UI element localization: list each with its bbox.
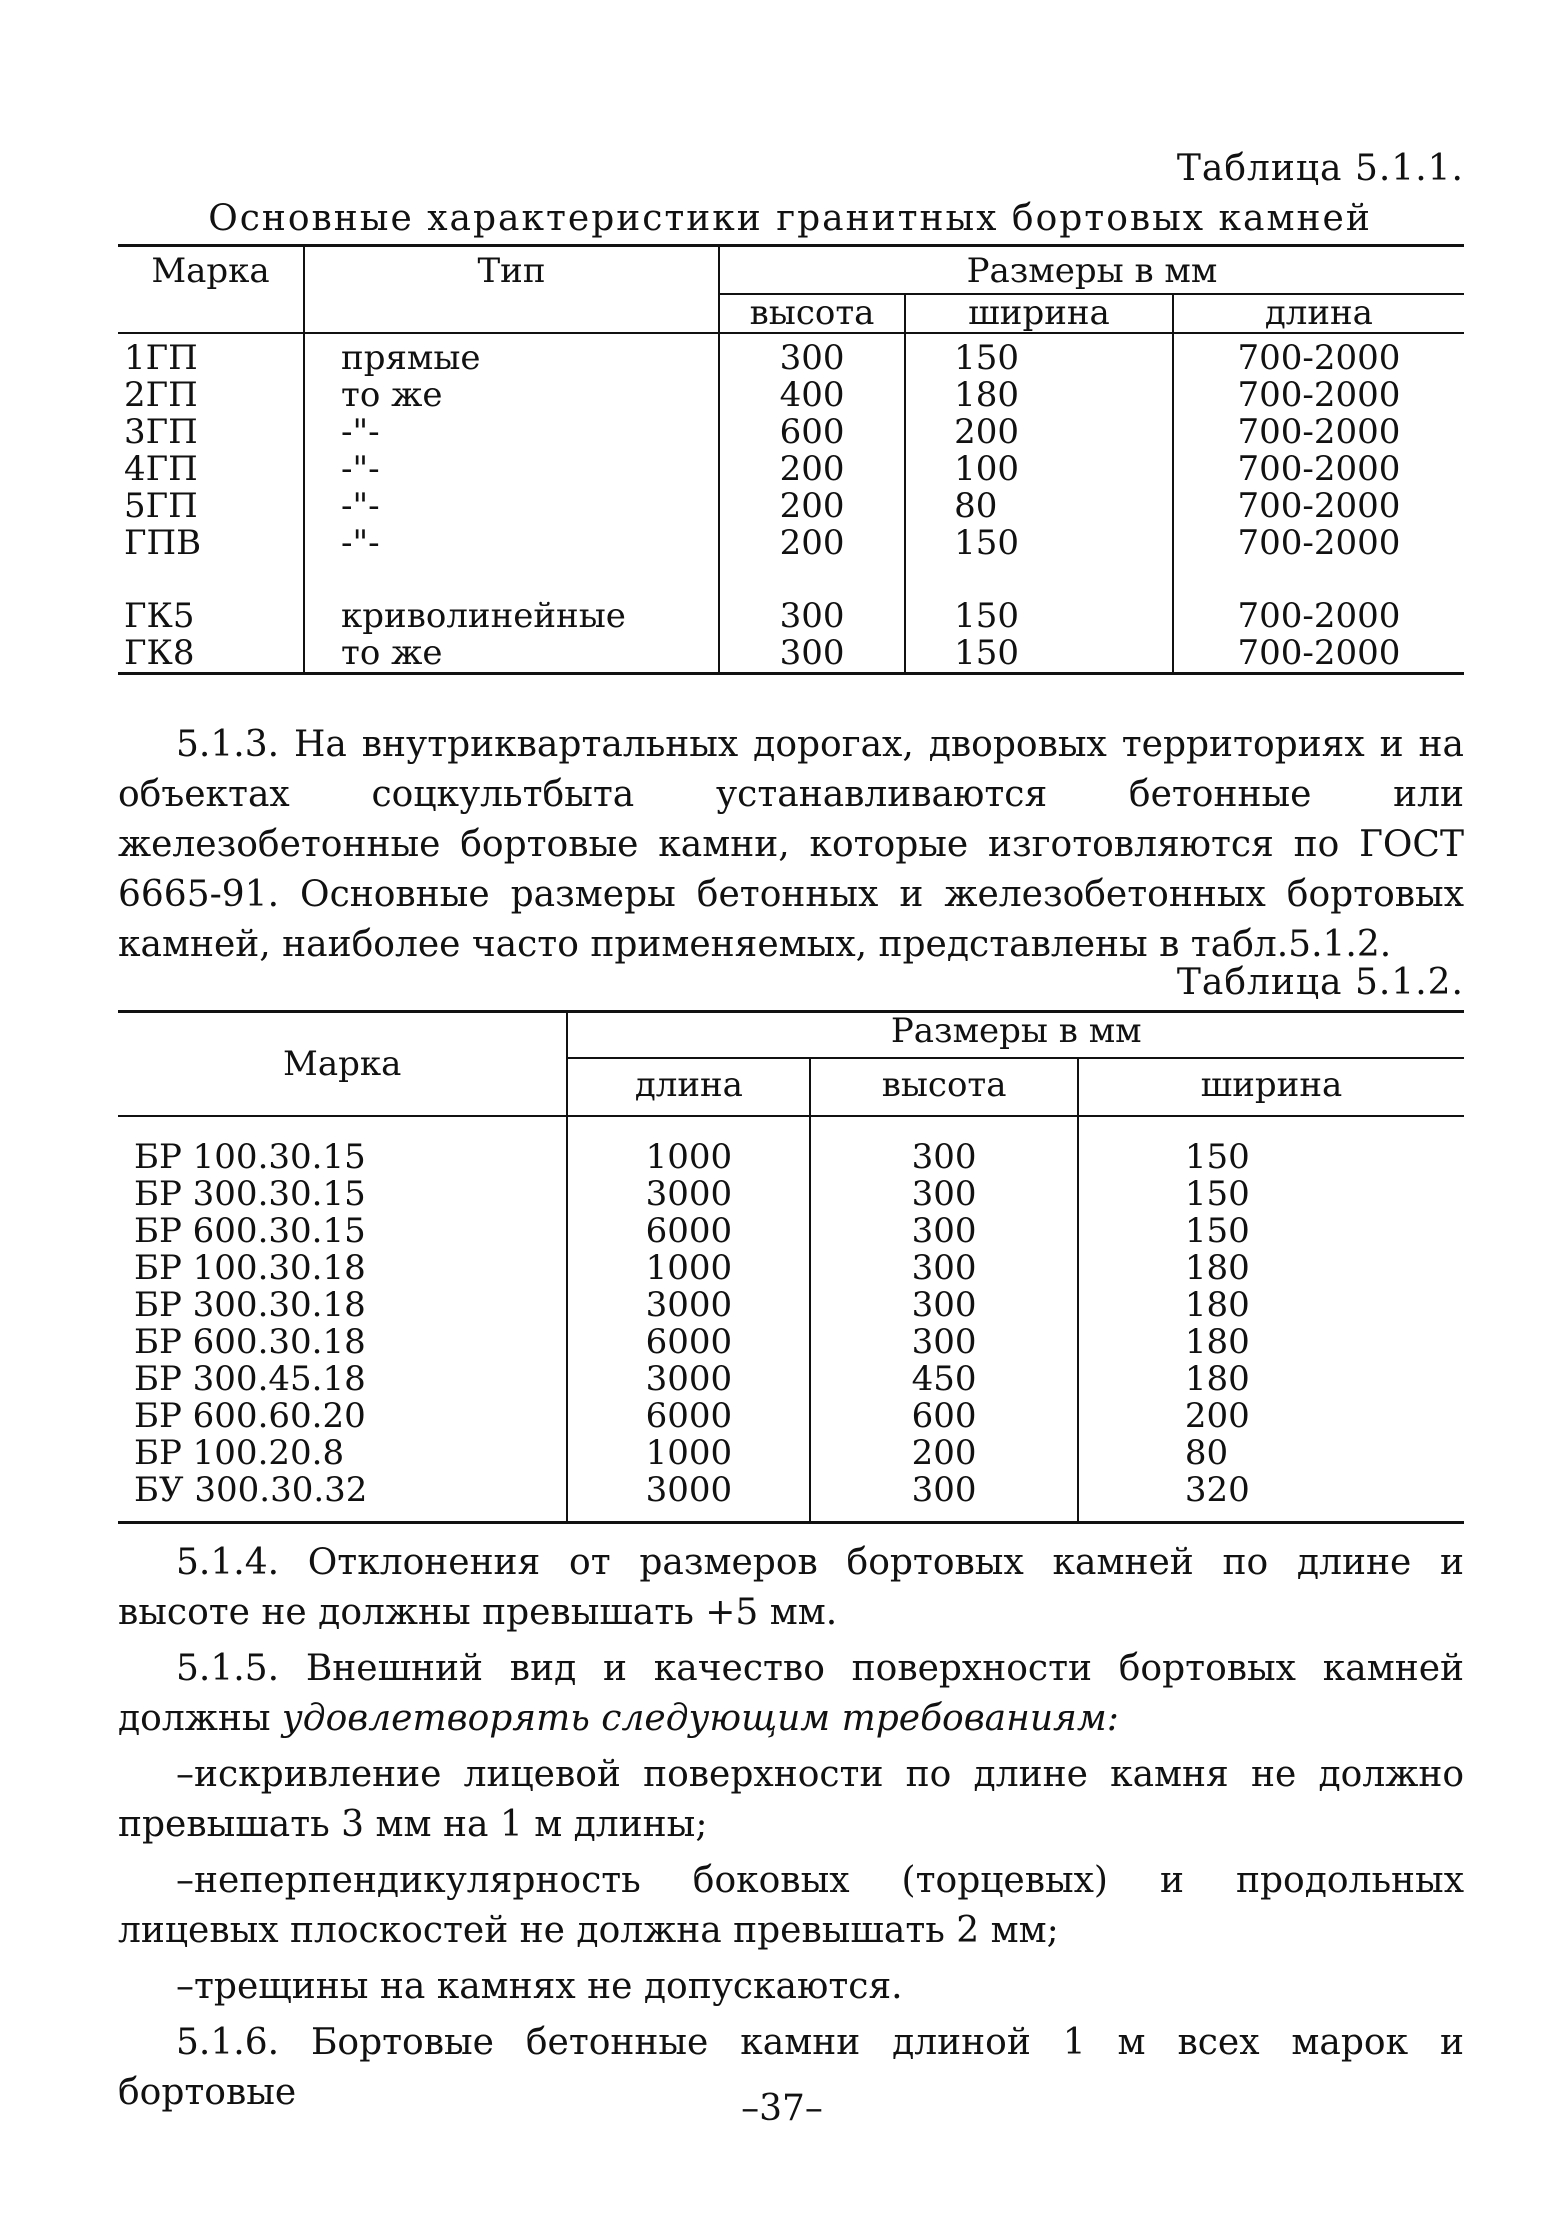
table-cell-height: 200 (719, 451, 905, 488)
table-cell-height: 300 (719, 635, 905, 674)
table-cell-length: 1000 (567, 1116, 810, 1176)
table2-header-height: высота (810, 1058, 1078, 1116)
table-cell-type: криволинейные (304, 598, 719, 635)
table-cell-length: 3000 (567, 1472, 810, 1523)
body-text (118, 1538, 1464, 2118)
table-cell-width: 200 (1078, 1398, 1464, 1435)
table-cell-height: 300 (810, 1287, 1078, 1324)
table-cell-width: 100 (905, 451, 1173, 488)
table-cell-width: 80 (905, 488, 1173, 525)
table1 (118, 244, 1464, 675)
table-cell-length: 1000 (567, 1250, 810, 1287)
table-cell-type: прямые (304, 333, 719, 377)
table2-caption: Таблица 5.1.2. (1176, 962, 1464, 1003)
table-cell-width: 200 (905, 414, 1173, 451)
table-cell-mark: БР 300.30.15 (134, 1174, 366, 1214)
table-cell-height: 600 (719, 414, 905, 451)
table-cell-height: 300 (810, 1116, 1078, 1176)
table-cell-length: 6000 (567, 1398, 810, 1435)
list-item: –трещины на камнях не допускаются. (176, 1966, 903, 2007)
table-cell-width: 150 (1078, 1176, 1464, 1213)
table-cell-mark: 2ГП (124, 375, 198, 415)
table1-header-width: ширина (905, 294, 1173, 333)
table-row (118, 1324, 1464, 1361)
table-cell-length: 700-2000 (1173, 488, 1464, 525)
table1-title: Основные характеристики гранитных бортовых камней (208, 198, 1372, 239)
table-cell-length: 1000 (567, 1435, 810, 1472)
table-cell-height: 200 (719, 488, 905, 525)
table-cell-length: 3000 (567, 1176, 810, 1213)
table2-header-mark: Марка (118, 1012, 567, 1117)
table-cell-width: 150 (905, 333, 1173, 377)
table-cell-mark: 5ГП (124, 486, 198, 526)
table-cell-width: 80 (1078, 1435, 1464, 1472)
table1-header-length: длина (1173, 294, 1464, 333)
table-cell-mark: 3ГП (124, 412, 198, 452)
list-item: –неперпендикулярность боковых (торцевых) и продольных лицевых плоскостей не должна превышать 2 мм; (118, 1860, 1464, 1951)
table-cell-width: 320 (1078, 1472, 1464, 1523)
table-cell-height: 300 (810, 1213, 1078, 1250)
table-cell-type: то же (304, 635, 719, 674)
table-cell-length: 6000 (567, 1213, 810, 1250)
paragraph-text: 5.1.3. На внутриквартальных дорогах, дворовых территориях и на объектах соцкультбыта устанавливаются бетонные или железобетонные бортовые камни, которые изготовляются по ГОСТ 6665-91. Основные размеры бетонных и железобетонных бортовых камней, наиболее часто применяемых, представлены в табл.5.1.2. (118, 724, 1464, 965)
table-cell-width: 180 (905, 377, 1173, 414)
table-row (118, 1287, 1464, 1324)
table-row (118, 1398, 1464, 1435)
table-cell-type: -"- (304, 414, 719, 451)
table-cell-width: 180 (1078, 1324, 1464, 1361)
table1-caption: Таблица 5.1.1. (1176, 148, 1464, 189)
table-cell-height: 200 (810, 1435, 1078, 1472)
table-cell-mark: БР 600.30.15 (134, 1211, 366, 1251)
paragraph-5-1-5-italic: удовлетворять следующим требованиям: (281, 1698, 1119, 1739)
table1-header-height: высота (719, 294, 905, 333)
table-cell-width: 150 (1078, 1213, 1464, 1250)
table-cell-mark: ГК8 (124, 633, 195, 673)
table-row (118, 1116, 1464, 1176)
page-number: –37– (741, 2088, 823, 2129)
table-cell-width: 180 (1078, 1361, 1464, 1398)
table-cell-mark: БР 300.30.18 (134, 1285, 366, 1325)
table-cell-mark: 1ГП (124, 338, 198, 378)
table-cell-mark: БР 100.30.15 (134, 1137, 366, 1177)
table-cell-length: 700-2000 (1173, 525, 1464, 562)
table-cell-type: то же (304, 377, 719, 414)
paragraph-5-1-5-lead: 5.1.5. Внешний вид и качество поверхности бортовых камней должны (118, 1648, 1464, 1739)
table-cell-mark: БУ 300.30.32 (134, 1470, 368, 1510)
table-cell-height: 300 (810, 1472, 1078, 1523)
table-cell-height: 300 (810, 1250, 1078, 1287)
table-row (118, 414, 1464, 451)
table-cell-length: 700-2000 (1173, 451, 1464, 488)
paragraph-5-1-5 (118, 1644, 1464, 1744)
table-cell-height: 400 (719, 377, 905, 414)
table-row (118, 377, 1464, 414)
table2-header-sizes: Размеры в мм (567, 1012, 1464, 1059)
table2-header-width: ширина (1078, 1058, 1464, 1116)
table-cell-length: 700-2000 (1173, 598, 1464, 635)
table-row (118, 1250, 1464, 1287)
table-cell-height: 300 (810, 1176, 1078, 1213)
table-cell-length: 700-2000 (1173, 333, 1464, 377)
table-row (118, 451, 1464, 488)
paragraph-5-1-6: 5.1.6. Бортовые бетонные камни длиной 1 м всех марок и бортовые (118, 2022, 1464, 2113)
table2-header-length: длина (567, 1058, 810, 1116)
table1-header-mark: Марка (118, 246, 304, 334)
table-cell-length: 6000 (567, 1324, 810, 1361)
table-row (118, 1361, 1464, 1398)
table-row (118, 598, 1464, 635)
paragraph-5-1-4: 5.1.4. Отклонения от размеров бортовых камней по длине и высоте не должны превышать +5 мм. (118, 1542, 1464, 1633)
paragraph-5-1-3 (118, 720, 1464, 970)
table-cell-height: 300 (719, 598, 905, 635)
table-row (118, 1176, 1464, 1213)
table-row (118, 333, 1464, 377)
table-cell-mark: БР 300.45.18 (134, 1359, 366, 1399)
table-cell-mark: ГК5 (124, 596, 195, 636)
table1-header-sizes: Размеры в мм (719, 246, 1464, 295)
table-cell-width: 150 (905, 525, 1173, 562)
table-cell-mark: БР 100.20.8 (134, 1433, 345, 1473)
table1-header-type: Тип (304, 246, 719, 334)
table-row (118, 1435, 1464, 1472)
table-row (118, 1213, 1464, 1250)
table-spacer-row (118, 562, 1464, 598)
table-cell-mark: ГПВ (124, 523, 202, 563)
table2 (118, 1010, 1464, 1524)
table-cell-length: 700-2000 (1173, 377, 1464, 414)
list-item: –искривление лицевой поверхности по длине камня не должно превышать 3 мм на 1 м длины; (118, 1754, 1464, 1845)
table-row (118, 635, 1464, 674)
table-cell-length: 700-2000 (1173, 414, 1464, 451)
table-cell-type: -"- (304, 451, 719, 488)
table-cell-type: -"- (304, 488, 719, 525)
table-cell-mark: 4ГП (124, 449, 198, 489)
table-cell-height: 300 (810, 1324, 1078, 1361)
table-row (118, 1472, 1464, 1523)
table-row (118, 488, 1464, 525)
table-cell-type: -"- (304, 525, 719, 562)
table-cell-height: 600 (810, 1398, 1078, 1435)
table-cell-width: 180 (1078, 1287, 1464, 1324)
table-cell-length: 700-2000 (1173, 635, 1464, 674)
table-cell-height: 300 (719, 333, 905, 377)
table-cell-height: 450 (810, 1361, 1078, 1398)
table-cell-length: 3000 (567, 1287, 810, 1324)
table-cell-mark: БР 600.30.18 (134, 1322, 366, 1362)
table-cell-width: 180 (1078, 1250, 1464, 1287)
table-cell-width: 150 (905, 635, 1173, 674)
table-cell-width: 150 (1078, 1116, 1464, 1176)
table-cell-width: 150 (905, 598, 1173, 635)
table-cell-mark: БР 600.60.20 (134, 1396, 366, 1436)
table-cell-length: 3000 (567, 1361, 810, 1398)
table-row (118, 525, 1464, 562)
table-cell-mark: БР 100.30.18 (134, 1248, 366, 1288)
table-cell-height: 200 (719, 525, 905, 562)
